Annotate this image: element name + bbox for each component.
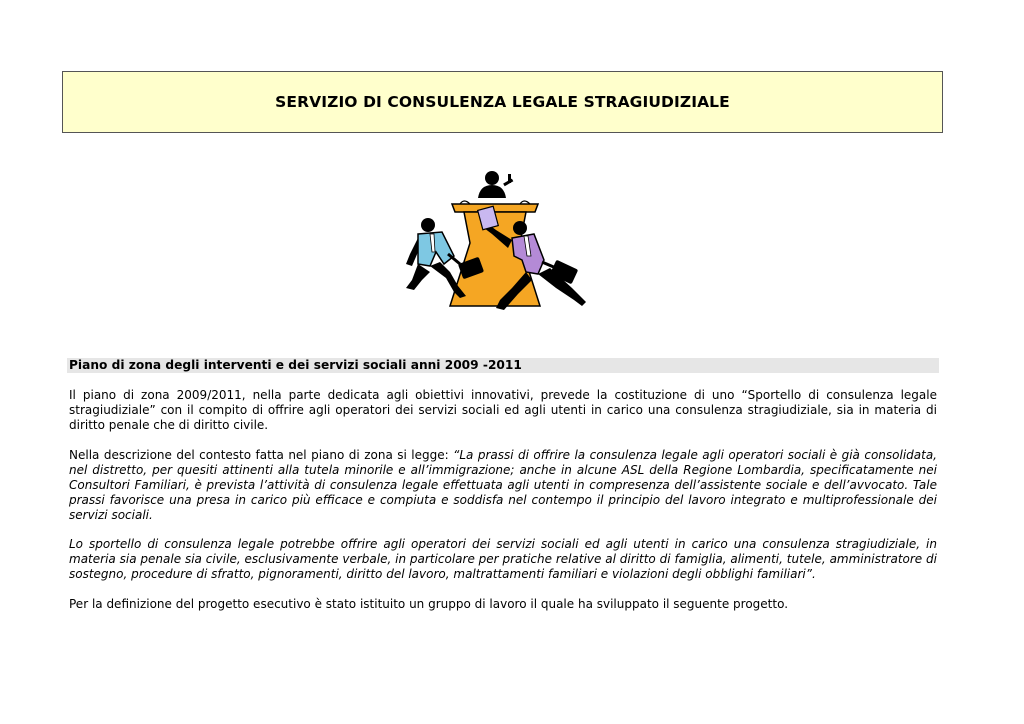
title-banner [62, 71, 943, 133]
paragraph-intro: Il piano di zona 2009/2011, nella parte dedicata agli obiettivi innovativi, prevede la costituzione di uno “Sportello di consulenza legale stragiudiziale” con il compito di offrire agli operatori dei servizi sociali ed agli utenti in carico una consulenza stragiudiziale, sia in materia di diritto penale che di diritto civile. [69, 388, 937, 432]
paragraph-context-quote: “La prassi di offrire la consulenza legale agli operatori sociali è già consolidata, nel distretto, per quesiti attinenti alla tutela minorile e all’immigrazione; anche in alcune ASL della Regione Lombardia, specificatamente nei Consultori Familiari, è prevista l’attività di consulenza legale effettuata agli utenti in compresenza dell’assistente sociale e dell’avvocato. Tale prassi favorisce una presa in carico più efficace e compiuta e soddisfa nel contempo il principio del lavoro integrato e multiprofessionale dei servizi sociali. [69, 448, 937, 522]
paragraph-sportello: Lo sportello di consulenza legale potrebbe offrire agli operatori dei servizi sociali ed agli utenti in carico una consulenza stragiudiziale, in materia sia penale sia civile, esclusivamente verbale, in particolare per pratiche relative al diritto di famiglia, alimenti, tutele, amministratore di sostegno, procedure di sfratto, pignoramenti, diritto del lavoro, maltrattamenti familiari e violazioni degli obblighi familiari”. [69, 537, 937, 581]
section-heading: Piano di zona degli interventi e dei servizi sociali anni 2009 -2011 [67, 358, 939, 373]
courtroom-clipart-icon [400, 168, 610, 318]
page-title: SERVIZIO DI CONSULENZA LEGALE STRAGIUDIZIALE [275, 93, 730, 111]
paragraph-context-intro: Nella descrizione del contesto fatta nel piano di zona si legge: [69, 448, 454, 462]
judge-figure [478, 171, 513, 198]
paragraph-progetto: Per la definizione del progetto esecutivo è stato istituito un gruppo di lavoro il quale ha sviluppato il seguente progetto. [69, 597, 789, 611]
paragraph-context [69, 448, 937, 523]
